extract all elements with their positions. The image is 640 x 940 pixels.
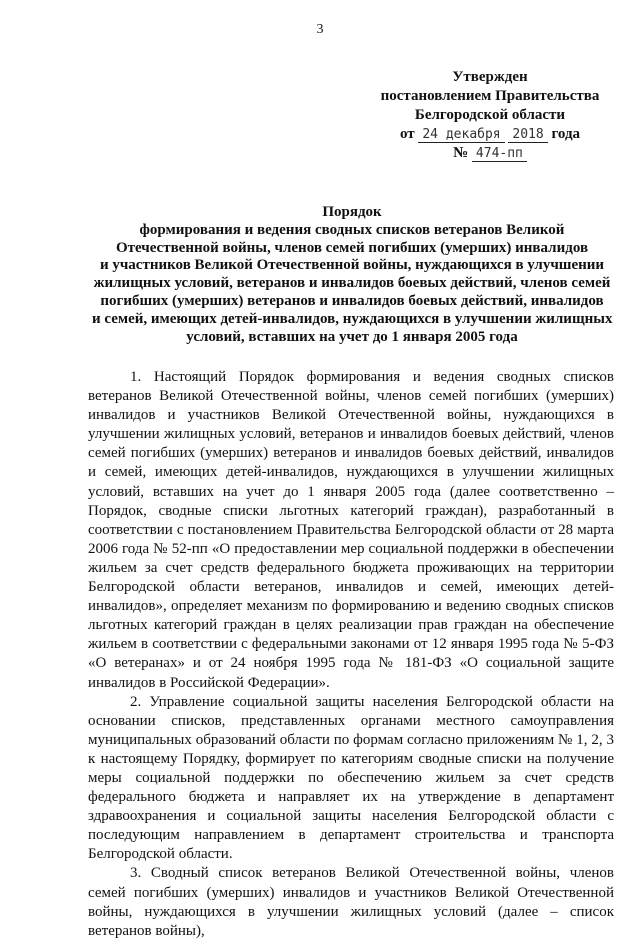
approval-line-1: Утвержден — [452, 69, 528, 85]
document-body — [88, 368, 614, 940]
title-line: и семей, имеющих детей-инвалидов, нуждающихся в улучшении жилищных — [92, 310, 613, 327]
document-title — [92, 204, 612, 346]
page-number: 3 — [316, 22, 324, 37]
title-line: и участников Великой Отечественной войны, нуждающихся в улучшении — [99, 257, 605, 274]
title-line: Отечественной войны, членов семей погибших (умерших) инвалидов — [115, 239, 589, 256]
number-value: 474-пп — [472, 146, 527, 162]
paragraph-1: 1. Настоящий Порядок формирования и ведения сводных списков ветеранов Великой Отечественной войны, членов семей погибших (умерших) инвалидов и участников Великой Отечественной войны, нуждающихся в улучшении жилищных условий, ветеранов и инвалидов боевых действий, членов семей погибших (умерших) ветеранов и инвалидов боевых действий, инвалидов и семей, имеющих детей-инвалидов, нуждающихся в улучшении жилищных условий, вставших на учет до 1 января 2005 года (далее соответственно – Порядок, сводные списки льготных категорий граждан), разработанный в соответствии с постановлением Правительства Белгородской области от 28 марта 2006 года № 52-пп «О предоставлении мер социальной поддержки в обеспечении жильем за счет средств федерального бюджета проживающих на территории Белгородской области ветеранов, инвалидов и семей, имеющих детей-инвалидов», определяет механизм по формированию и ведению сводных списков льготных категорий граждан в целях реализации прав граждан на обеспечение жильем в соответствии с федеральными законами от 12 января 1995 года № 5-ФЗ «О ветеранах» и от 24 ноября 1995 года № 181-ФЗ «О социальной защите инвалидов в Российской Федерации». — [88, 369, 614, 691]
approval-line-2: постановлением Правительства — [380, 88, 600, 104]
title-line: погибших (умерших) ветеранов и инвалидов боевых действий, инвалидов — [100, 292, 604, 309]
paragraph-3: 3. Сводный список ветеранов Великой Отечественной войны, членов семей погибших (умерших) инвалидов и участников Великой Отечественной войны, нуждающихся в улучшении жилищных условий (далее – список ветеранов войны), — [88, 865, 614, 939]
approval-line-3: Белгородской области — [414, 107, 566, 123]
approval-date — [360, 125, 620, 144]
approval-stamp — [360, 68, 620, 163]
date-day: 24 декабря — [418, 127, 504, 143]
approval-number — [360, 144, 620, 163]
title-line: формирования и ведения сводных списков ветеранов Великой — [139, 221, 565, 238]
paragraph-2: 2. Управление социальной защиты населения Белгородской области на основании списков, представленных органами местного самоуправления муниципальных образований области по формам согласно приложениям № 1, 2, 3 к настоящему Порядку, формирует по категориям сводные списки на получение меры социальной поддержки по обеспечению жильем за счет средств федерального бюджета и направляет их на утверждение в департамент здравоохранения и социальной защиты населения Белгородской области с последующим направлением в департамент строительства и транспорта Белгородской области. — [88, 693, 614, 863]
title-line: условий, вставших на учет до 1 января 2005 года — [186, 328, 518, 345]
number-prefix: № — [453, 145, 469, 161]
title-line: жилищных условий, ветеранов и инвалидов боевых действий, членов семей — [93, 275, 611, 292]
date-prefix: от — [399, 126, 415, 142]
date-suffix: года — [551, 126, 581, 142]
date-year: 2018 — [508, 127, 547, 143]
title-line: Порядок — [322, 204, 382, 220]
